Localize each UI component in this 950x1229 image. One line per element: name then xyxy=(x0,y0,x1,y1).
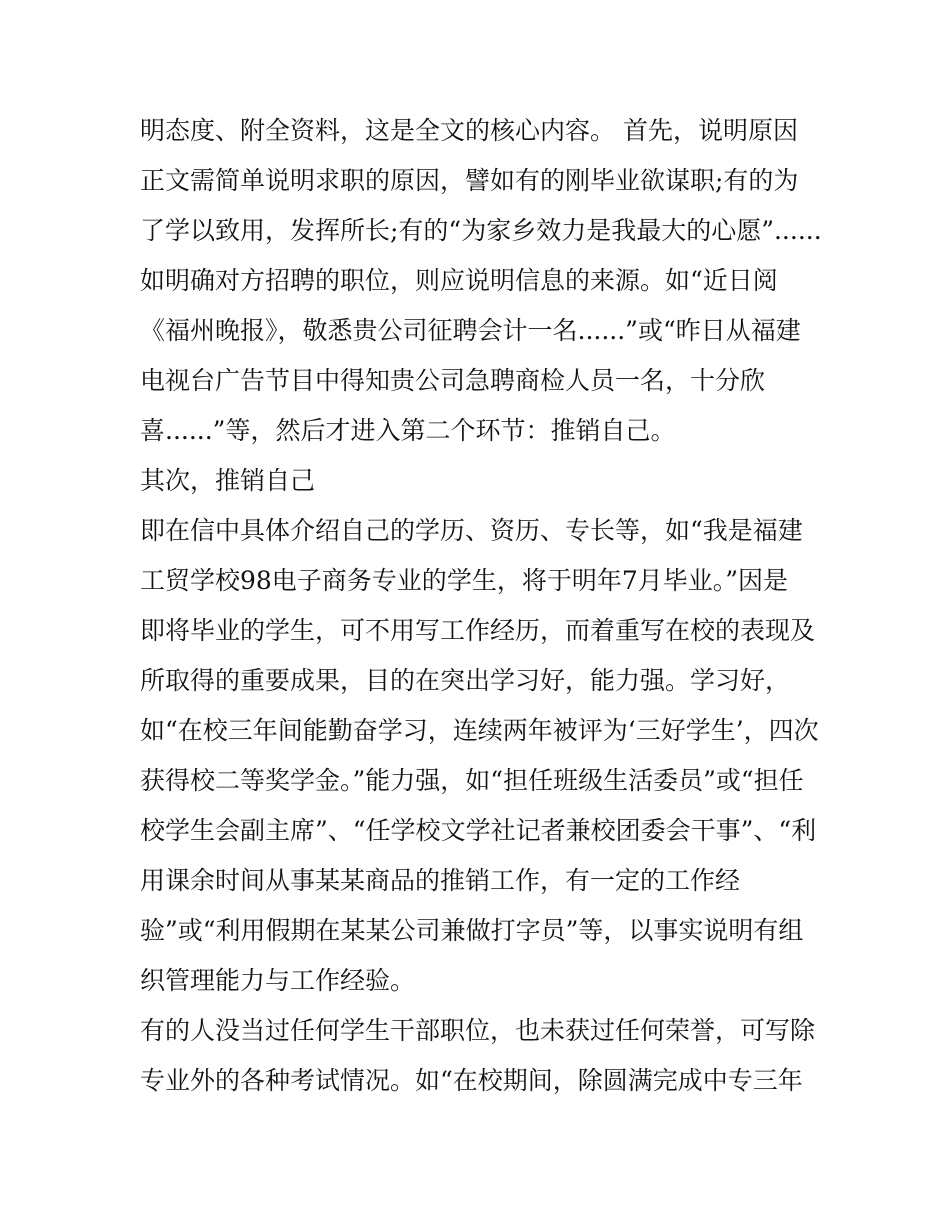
body-text xyxy=(140,106,830,1106)
section-heading: 其次，推销自己 xyxy=(140,466,316,495)
text-line-12: 所取得的重要成果，目的在突出学习好，能力强。学习好， xyxy=(140,666,791,695)
text-line-2: 正文需简单说明求职的原因，譬如有的刚毕业欲谋职;有的为 xyxy=(140,166,799,195)
text-line-5: 《福州晚报》，敬悉贵公司征聘会计一名......”或“昨日从福建 xyxy=(140,316,801,345)
text-line-13: 如“在校三年间能勤奋学习，连续两年被评为‘三好学生’，四次 xyxy=(140,716,819,745)
text-line-7: 喜......”等，然后才进入第二个环节：推销自己。 xyxy=(140,416,676,445)
text-line-6: 电视台广告节目中得知贵公司急聘商检人员一名，十分欣 xyxy=(140,366,766,395)
text-line-18: 织管理能力与工作经验。 xyxy=(140,966,416,995)
text-line-17: 验”或“利用假期在某某公司兼做打字员”等，以事实说明有组 xyxy=(140,916,804,945)
text-line-9: 即在信中具体介绍自己的学历、资历、专长等，如“我是福建 xyxy=(140,516,803,545)
text-line-14: 获得校二等奖学金。”能力强，如“担任班级生活委员”或“担任 xyxy=(140,766,804,795)
text-line-20: 专业外的各种考试情况。如“在校期间，除圆满完成中专三年 xyxy=(140,1066,803,1095)
text-line-11: 即将毕业的学生，可不用写工作经历，而着重写在校的表现及 xyxy=(140,616,816,645)
text-line-10: 工贸学校98电子商务专业的学生，将于明年7月毕业。”因是 xyxy=(140,566,789,595)
text-line-15: 校学生会副主席”、“任学校文学社记者兼校团委会干事”、“利 xyxy=(140,816,817,845)
text-line-4: 如明确对方招聘的职位，则应说明信息的来源。如“近日阅 xyxy=(140,266,778,295)
text-line-16: 用课余时间从事某某商品的推销工作，有一定的工作经 xyxy=(140,866,741,895)
text-line-19: 有的人没当过任何学生干部职位，也未获过任何荣誉，可写除 xyxy=(140,1016,816,1045)
text-line-3: 了学以致用，发挥所长;有的“为家乡效力是我最大的心愿”...... xyxy=(140,216,822,245)
text-line-1: 明态度、附全资料，这是全文的核心内容。 首先，说明原因 xyxy=(140,116,798,145)
